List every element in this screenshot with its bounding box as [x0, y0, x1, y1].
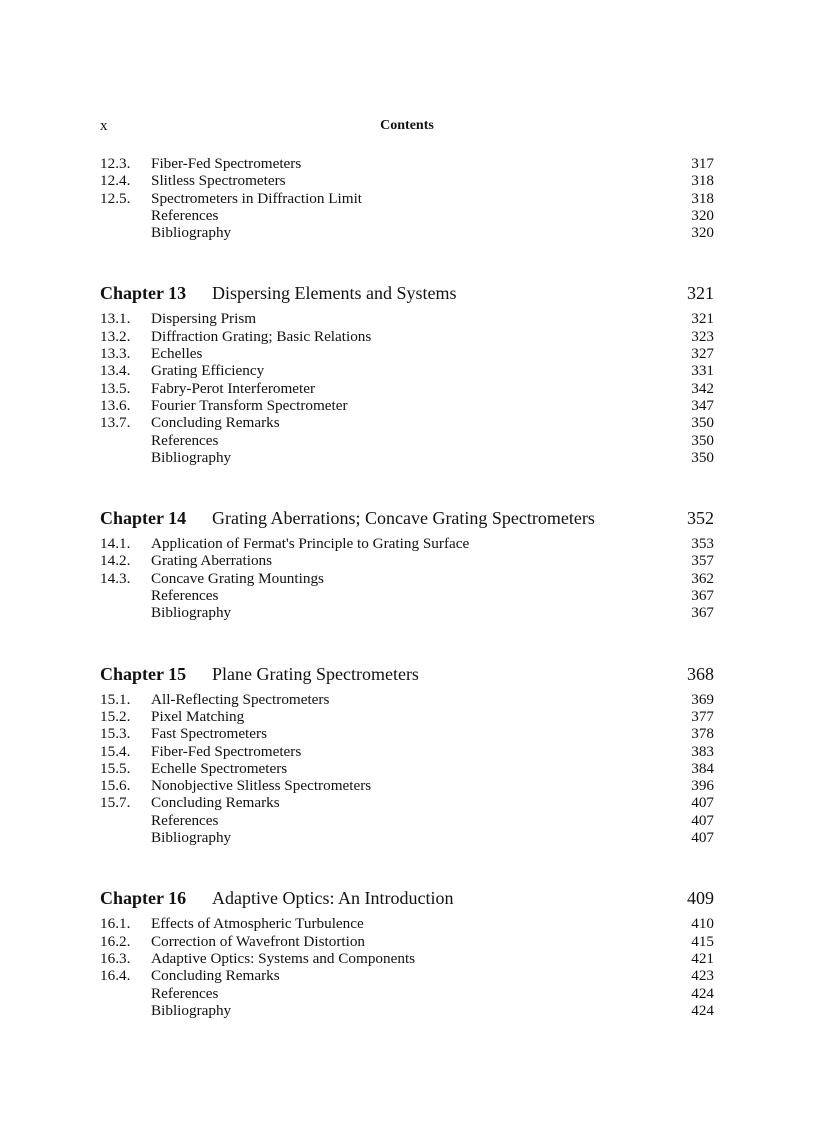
section-title: References	[151, 587, 219, 605]
chapter-label: Chapter 15	[100, 663, 187, 684]
section-number: 15.4.	[100, 742, 131, 760]
section-title: Dispersing Prism	[151, 310, 257, 328]
running-title: Contents	[380, 118, 434, 133]
section-number: 13.3.	[100, 345, 131, 363]
section-page: 347	[691, 396, 714, 414]
chapter-entries	[100, 691, 714, 847]
toc-entry	[100, 328, 714, 345]
chapter-block	[100, 887, 714, 1019]
section-page: 353	[691, 535, 714, 553]
chapter-label: Chapter 13	[100, 283, 187, 304]
toc-entry	[100, 535, 714, 552]
section-page: 331	[691, 362, 714, 380]
section-page: 407	[691, 811, 714, 829]
chapter-title: Adaptive Optics: An Introduction	[212, 888, 454, 909]
section-title: Concluding Remarks	[151, 414, 280, 432]
section-title: Echelles	[151, 345, 203, 363]
section-title: Correction of Wavefront Distortion	[151, 932, 366, 950]
section-number: 13.7.	[100, 414, 131, 432]
chapter-page: 321	[687, 283, 714, 304]
toc-entry	[100, 985, 714, 1002]
section-title: Spectrometers in Diffraction Limit	[151, 189, 363, 207]
toc-entry	[100, 950, 714, 967]
chapter-entries	[100, 535, 714, 621]
section-number: 14.1.	[100, 535, 131, 553]
toc-entry	[100, 190, 714, 207]
section-title: Fiber-Fed Spectrometers	[151, 742, 302, 760]
section-title: Grating Aberrations	[151, 552, 273, 570]
section-number: 13.4.	[100, 362, 131, 380]
toc-entry	[100, 552, 714, 569]
section-title: Concluding Remarks	[151, 967, 280, 985]
toc-entry	[100, 414, 714, 431]
section-title: Fourier Transform Spectrometer	[151, 396, 348, 414]
section-title: Bibliography	[151, 448, 232, 466]
chapter-heading	[100, 507, 714, 529]
section-page: 367	[691, 604, 714, 622]
chapter-entries	[100, 915, 714, 1019]
section-title: Bibliography	[151, 829, 232, 847]
section-page: 415	[691, 932, 714, 950]
chapter-title: Grating Aberrations; Concave Grating Spectrometers	[212, 508, 595, 529]
chapter-heading	[100, 663, 714, 685]
section-title: Fabry-Perot Interferometer	[151, 379, 316, 397]
section-page: 378	[691, 725, 714, 743]
section-page: 320	[691, 224, 714, 242]
section-page: 424	[691, 984, 714, 1002]
section-page: 384	[691, 759, 714, 777]
section-number: 13.1.	[100, 310, 131, 328]
chapter-label: Chapter 14	[100, 508, 187, 529]
toc-entry	[100, 708, 714, 725]
toc-entry	[100, 1002, 714, 1019]
section-page: 350	[691, 431, 714, 449]
section-number: 16.4.	[100, 967, 131, 985]
toc-entry	[100, 604, 714, 621]
toc-entry	[100, 397, 714, 414]
section-title: Slitless Spectrometers	[151, 172, 286, 190]
section-number: 14.3.	[100, 569, 131, 587]
section-number: 15.1.	[100, 690, 131, 708]
section-page: 323	[691, 327, 714, 345]
section-number: 15.2.	[100, 707, 131, 725]
section-title: Bibliography	[151, 224, 232, 242]
toc-entry	[100, 760, 714, 777]
section-title: All-Reflecting Spectrometers	[151, 690, 330, 708]
section-title: Concave Grating Mountings	[151, 569, 324, 587]
chapter-page: 368	[687, 663, 714, 684]
section-title: Fiber-Fed Spectrometers	[151, 155, 302, 172]
section-title: Concluding Remarks	[151, 794, 280, 812]
section-page: 407	[691, 794, 714, 812]
section-number: 15.3.	[100, 725, 131, 743]
toc-entry	[100, 812, 714, 829]
toc-entry	[100, 345, 714, 362]
section-page: 362	[691, 569, 714, 587]
section-page: 320	[691, 206, 714, 224]
intro-entry-list	[100, 155, 714, 241]
section-number: 13.6.	[100, 396, 131, 414]
toc-entry	[100, 725, 714, 742]
running-head	[100, 118, 714, 136]
chapter-page: 352	[687, 508, 714, 529]
toc-entry	[100, 915, 714, 932]
chapter-block	[100, 507, 714, 621]
page-number: x	[100, 118, 108, 134]
toc-entry	[100, 691, 714, 708]
section-title: References	[151, 431, 219, 449]
section-number: 12.5.	[100, 189, 131, 207]
section-title: Fast Spectrometers	[151, 725, 267, 743]
section-number: 13.2.	[100, 327, 131, 345]
section-page: 318	[691, 172, 714, 190]
toc-entry	[100, 155, 714, 172]
chapter-heading	[100, 282, 714, 304]
toc-entry	[100, 362, 714, 379]
section-title: Echelle Spectrometers	[151, 759, 288, 777]
section-number: 16.1.	[100, 915, 131, 933]
section-page: 317	[691, 155, 714, 172]
toc-entry	[100, 933, 714, 950]
toc-entry	[100, 207, 714, 224]
section-number: 12.4.	[100, 172, 131, 190]
section-number: 15.6.	[100, 777, 131, 795]
section-number: 15.5.	[100, 759, 131, 777]
section-number: 13.5.	[100, 379, 131, 397]
section-page: 383	[691, 742, 714, 760]
section-title: Application of Fermat's Principle to Grating Surface	[151, 535, 470, 553]
toc-entry	[100, 743, 714, 760]
section-page: 350	[691, 414, 714, 432]
toc-entry	[100, 224, 714, 241]
chapter-page: 409	[687, 888, 714, 909]
section-number: 16.2.	[100, 932, 131, 950]
toc-page	[100, 118, 714, 1019]
section-title: Effects of Atmospheric Turbulence	[151, 915, 364, 933]
section-page: 327	[691, 345, 714, 363]
chapter-title: Dispersing Elements and Systems	[212, 283, 457, 304]
chapter-label: Chapter 16	[100, 888, 187, 909]
section-number: 12.3.	[100, 155, 131, 172]
section-title: Pixel Matching	[151, 707, 245, 725]
toc-entry	[100, 570, 714, 587]
section-page: 367	[691, 587, 714, 605]
toc-entry	[100, 777, 714, 794]
section-number: 16.3.	[100, 949, 131, 967]
chapter-block	[100, 282, 714, 466]
toc-entry	[100, 794, 714, 811]
section-page: 357	[691, 552, 714, 570]
section-page: 421	[691, 949, 714, 967]
section-page: 342	[691, 379, 714, 397]
toc-entry	[100, 967, 714, 984]
toc-entry	[100, 310, 714, 327]
section-page: 377	[691, 707, 714, 725]
section-title: References	[151, 984, 219, 1002]
chapter-entries	[100, 310, 714, 466]
toc-entry	[100, 587, 714, 604]
chapter-title: Plane Grating Spectrometers	[212, 663, 419, 684]
toc-entry	[100, 449, 714, 466]
toc-entry	[100, 172, 714, 189]
section-title: Diffraction Grating; Basic Relations	[151, 327, 372, 345]
section-title: Bibliography	[151, 1001, 232, 1019]
section-page: 424	[691, 1001, 714, 1019]
section-page: 396	[691, 777, 714, 795]
section-title: Grating Efficiency	[151, 362, 265, 380]
section-number: 14.2.	[100, 552, 131, 570]
section-title: Nonobjective Slitless Spectrometers	[151, 777, 372, 795]
toc-entry	[100, 380, 714, 397]
section-page: 407	[691, 829, 714, 847]
section-number: 15.7.	[100, 794, 131, 812]
section-page: 410	[691, 915, 714, 933]
section-page: 318	[691, 189, 714, 207]
chapter-heading	[100, 887, 714, 909]
section-title: References	[151, 206, 219, 224]
section-title: Bibliography	[151, 604, 232, 622]
chapter-list	[100, 282, 714, 1019]
section-page: 369	[691, 690, 714, 708]
section-page: 350	[691, 448, 714, 466]
toc-entry	[100, 829, 714, 846]
section-title: Adaptive Optics: Systems and Components	[151, 949, 416, 967]
chapter-block	[100, 663, 714, 847]
toc-entry	[100, 432, 714, 449]
section-title: References	[151, 811, 219, 829]
section-page: 423	[691, 967, 714, 985]
section-page: 321	[691, 310, 714, 328]
